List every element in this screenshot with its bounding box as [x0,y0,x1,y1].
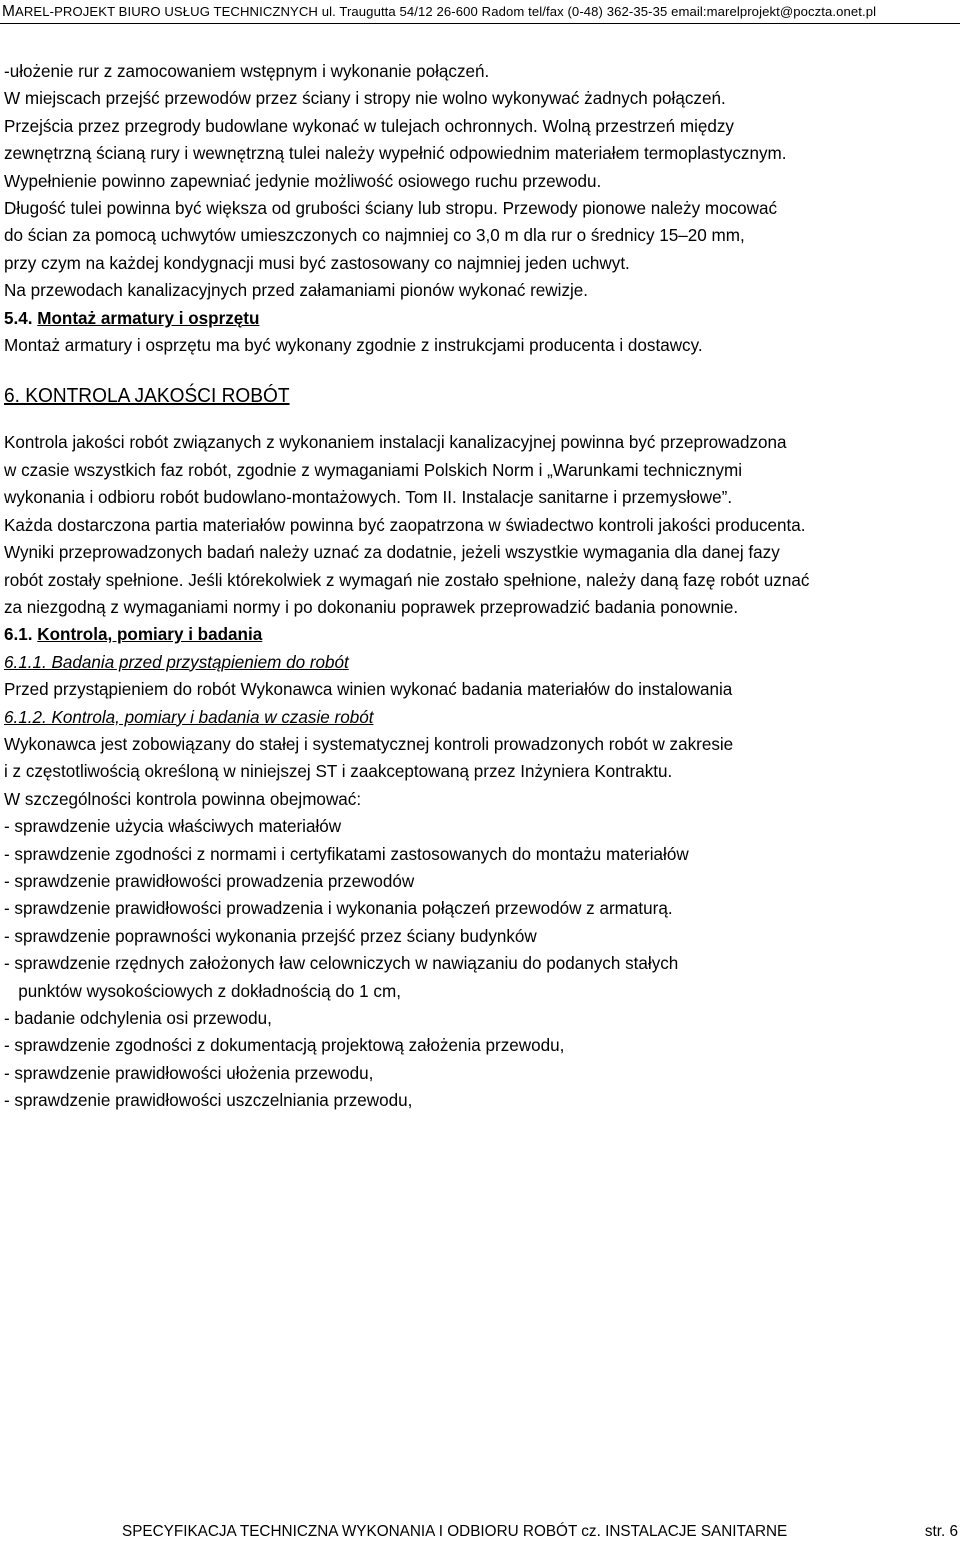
text-line: -ułożenie rur z zamocowaniem wstępnym i wykonanie połączeń. [4,61,490,81]
text-line: Montaż armatury i osprzętu ma być wykonany zgodnie z instrukcjami producenta i dostawcy. [4,335,703,356]
list-item: punktów wysokościowych z dokładnością do 1 cm, [4,980,401,1001]
section-heading-6-1-1 [4,649,913,676]
section-number: 6.1. [4,624,38,645]
footer-title: SPECYFIKACJA TECHNICZNA WYKONANIA I ODBIORU ROBÓT cz. INSTALACJE SANITARNE [122,1523,788,1540]
section-title: Badania przed przystąpieniem do robót [51,651,349,672]
text-line: W szczególności kontrola powinna obejmować: [4,788,362,809]
text-line: przy czym na każdej kondygnacji musi być zastosowany co najmniej jeden uchwyt. [4,252,630,273]
section-title: Montaż armatury i osprzętu [37,307,260,328]
section-number: 6.1.2. [4,706,52,727]
page-number: str. 6 [924,1523,958,1540]
page-footer [122,1523,958,1541]
list-item: - badanie odchylenia osi przewodu, [4,1008,272,1028]
list-item: - sprawdzenie prawidłowości uszczelniania przewodu, [4,1090,413,1111]
section-title: Kontrola, pomiary i badania w czasie robót [51,706,374,727]
text-line: Przejścia przez przegrody budowlane wykonać w tulejach ochronnych. Wolną przestrzeń między [4,115,734,136]
list-item: - sprawdzenie zgodności z normami i certyfikatami zastosowanych do montażu materiałów [4,843,689,864]
control-checklist [4,731,913,1115]
text-line: robót zostały spełnione. Jeśli którekolwiek z wymagań nie zostało spełnione, należy daną fazę robót uznać [4,569,810,590]
section-heading-6-1 [4,621,913,648]
header-initial: M [2,3,16,20]
list-item: - sprawdzenie prawidłowości ułożenia przewodu, [4,1062,374,1083]
text-line: Kontrola jakości robót związanych z wykonaniem instalacji kanalizacyjnej powinna być przeprowadzona [4,432,787,453]
text-line: wykonania i odbioru robót budowlano-montażowych. Tom II. Instalacje sanitarne i przemysłowe”. [4,487,733,508]
spacer [4,411,913,429]
paragraph-quality-control [4,429,913,621]
list-item: - sprawdzenie prawidłowości prowadzenia i wykonania połączeń przewodów z armaturą. [4,898,673,919]
list-item: - sprawdzenie zgodności z dokumentacją projektową założenia przewodu, [4,1035,565,1056]
text-line: w czasie wszystkich faz robót, zgodnie z wymaganiami Polskich Norm i „Warunkami technicznymi [4,459,743,480]
text-line: za niezgodną z wymaganiami normy i po dokonaniu poprawek przeprowadzić badania ponownie. [4,596,739,617]
list-item: - sprawdzenie prawidłowości prowadzenia przewodów [4,870,415,891]
list-item: - sprawdzenie rzędnych założonych ław celowniczych w nawiązaniu do podanych stałych [4,953,679,974]
text-line: Każda dostarczona partia materiałów powinna być zaopatrzona w świadectwo kontroli jakości producenta. [4,514,806,535]
text-line: Wyniki przeprowadzonych badań należy uznać za dodatnie, jeżeli wszystkie wymagania dla danej fazy [4,542,780,563]
header-text: AREL-PROJEKT BIURO USŁUG TECHNICZNYCH ul. Traugutta 54/12 26-600 Radom tel/fax (0-48) 362-35-35 email:marelprojekt@poczta.onet.pl [15,4,877,19]
list-item: - sprawdzenie poprawności wykonania przejść przez ściany budynków [4,925,537,946]
section-number: 6.1.1. [4,651,52,672]
paragraph-installation [4,58,913,305]
text-line: i z częstotliwością określoną w niniejszej ST i zaakceptowaną przez Inżyniera Kontraktu. [4,761,673,782]
text-line: Na przewodach kanalizacyjnych przed załamaniami pionów wykonać rewizje. [4,280,589,301]
chapter-heading-6: 6. KONTROLA JAKOŚCI ROBÓT [4,385,290,408]
text-line: Przed przystąpieniem do robót Wykonawca winien wykonać badania materiałów do instalowania [4,679,733,700]
text-line: zewnętrzną ścianą rury i wewnętrzną tulei należy wypełnić odpowiednim materiałem termoplastycznym. [4,143,787,164]
section-heading-5-4 [4,305,913,332]
spacer [4,359,913,381]
section-number: 5.4. [4,307,38,328]
page-header [0,0,960,24]
text-line: Długość tulei powinna być większa od grubości ściany lub stropu. Przewody pionowe należy mocować [4,198,778,219]
text-line: Wykonawca jest zobowiązany do stałej i systematycznej kontroli prowadzonych robót w zakresie [4,733,734,754]
document-body [4,58,913,1115]
section-title: Kontrola, pomiary i badania [37,624,263,645]
list-item: - sprawdzenie użycia właściwych materiałów [4,816,342,837]
section-heading-6-1-2 [4,704,913,731]
text-line: W miejscach przejść przewodów przez ściany i stropy nie wolno wykonywać żadnych połączeń. [4,88,726,109]
text-line: Wypełnienie powinno zapewniać jedynie możliwość osiowego ruchu przewodu. [4,170,602,191]
text-line: do ścian za pomocą uchwytów umieszczonych co najmniej co 3,0 m dla rur o średnicy 15–20 mm, [4,225,745,246]
